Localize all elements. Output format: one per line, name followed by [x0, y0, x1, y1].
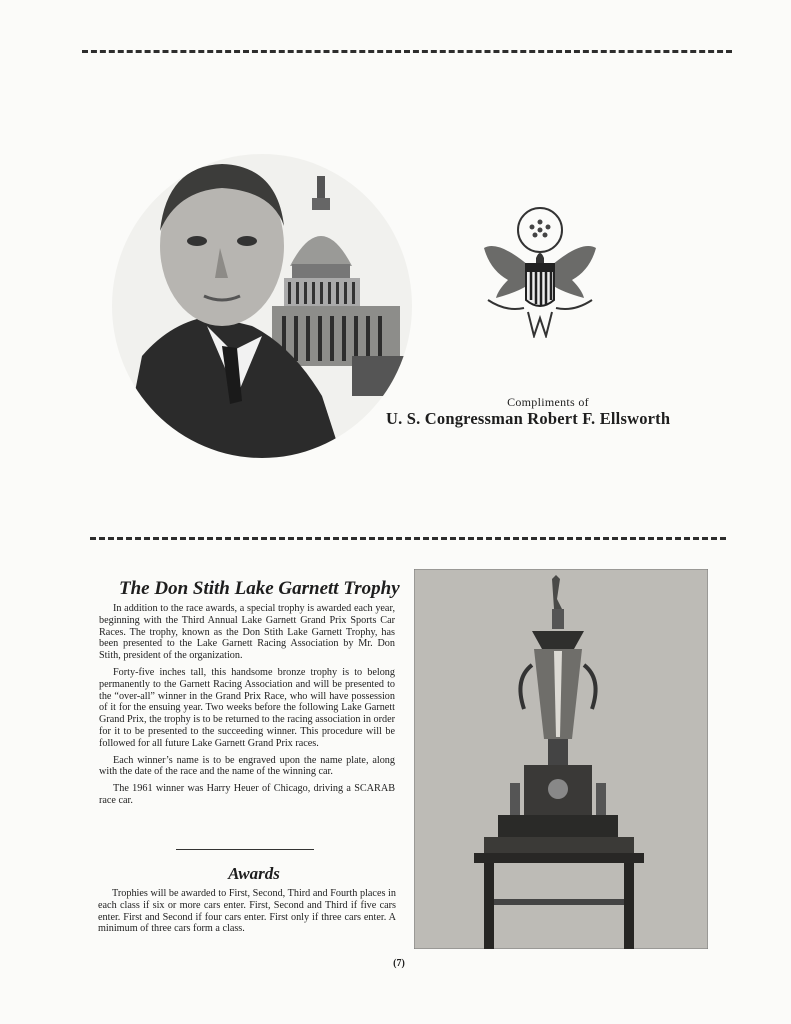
awards-divider [176, 849, 314, 850]
trophy-paragraph: The 1961 winner was Harry Heuer of Chicago, driving a SCARAB race car. [99, 783, 395, 806]
awards-section-body [98, 888, 396, 940]
trophy-paragraph: Forty-five inches tall, this handsome bronze trophy is to belong permanently to the Garnett Racing Association and will be presented to the “over-all” winner in the Grand Prix Race, who will have possession of it for the ensuing year. Two weeks before the following Lake Garnett Grand Prix, the trophy is to be returned to the racing association in order for it to be presented to the succeeding winner. This procedure will be followed for all future Lake Garnett Grand Prix races. [99, 666, 395, 749]
awards-section-title: Awards [228, 864, 280, 883]
compliments-label: Compliments of [507, 395, 589, 409]
portrait-image [112, 136, 432, 458]
awards-paragraph: Trophies will be awarded to First, Second, Third and Fourth places in each class if six or more cars enter. First, Second and Third if five cars enter. First and Second if four cars enter. First only if three cars enter. A minimum of three cars form a class. [98, 888, 396, 935]
middle-dashed-rule [90, 537, 726, 540]
trophy-section-body [99, 603, 395, 812]
trophy-photo [414, 569, 708, 949]
trophy-paragraph: Each winner’s name is to be engraved upon the name plate, along with the date of the race and the name of the winning car. [99, 754, 395, 778]
trophy-paragraph: In addition to the race awards, a special trophy is awarded each year, beginning with the Third Annual Lake Garnett Grand Prix Sports Car Races. The trophy, known as the Don Stith Lake Garnett Trophy, has been presented to the Lake Garnett Racing Association by Mr. Don Stith, president of the organization. [99, 603, 395, 662]
great-seal-eagle-icon [478, 200, 602, 338]
top-dashed-rule [82, 50, 732, 53]
page-number: (7) [393, 958, 405, 969]
congressman-name: U. S. Congressman Robert F. Ellsworth [386, 409, 671, 428]
trophy-section-title: The Don Stith Lake Garnett Trophy [119, 578, 400, 599]
